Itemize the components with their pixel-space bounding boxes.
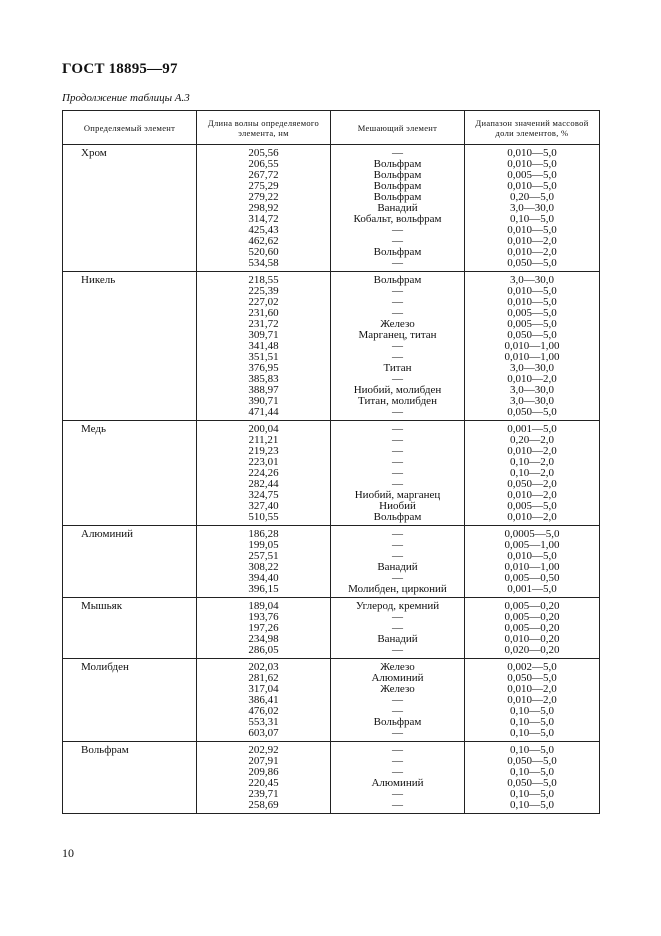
element-name: Мышьяк xyxy=(81,600,123,612)
interfering-element-value: — xyxy=(392,766,403,778)
mass-fraction-range-value: 0,10—5,0 xyxy=(510,799,554,811)
wavelength-value: 218,55 xyxy=(248,274,279,286)
document-title: ГОСТ 18895—97 xyxy=(62,61,178,77)
interfering-element-value: — xyxy=(392,445,403,457)
interfering-element-value: — xyxy=(392,755,403,767)
interfering-element-value: Молибден, цирконий xyxy=(348,583,447,595)
mass-fraction-range-cell xyxy=(465,659,600,742)
interfering-element-value: — xyxy=(392,373,403,385)
mass-fraction-range-value: 3,0—30,0 xyxy=(510,384,554,396)
wavelength-value: 476,02 xyxy=(248,705,279,717)
interfering-element-value: — xyxy=(392,539,403,551)
wavelength-value: 603,07 xyxy=(248,727,279,739)
wavelength-value: 308,22 xyxy=(248,561,279,573)
mass-fraction-range-value: 3,0—30,0 xyxy=(510,202,554,214)
mass-fraction-range-value: 0,10—5,0 xyxy=(510,727,554,739)
mass-fraction-range-value: 0,10—5,0 xyxy=(510,705,554,717)
interfering-element-value: — xyxy=(392,727,403,739)
element-group xyxy=(63,598,600,659)
table-header-row xyxy=(63,111,600,145)
wavelength-value: 386,41 xyxy=(248,694,279,706)
mass-fraction-range-value: 0,010—0,20 xyxy=(504,633,560,645)
element-group xyxy=(63,526,600,598)
interfering-element-value: — xyxy=(392,744,403,756)
wavelength-value: 211,21 xyxy=(248,434,279,446)
wavelength-value: 223,01 xyxy=(248,456,279,468)
wavelength-value: 390,71 xyxy=(248,395,279,407)
interfering-element-value: Вольфрам xyxy=(373,274,422,286)
wavelength-value: 199,05 xyxy=(248,539,279,551)
wavelength-value: 510,55 xyxy=(248,511,279,523)
element-name-cell xyxy=(63,526,197,598)
interfering-element-value: Ниобий xyxy=(379,500,416,512)
mass-fraction-range-value: 0,002—5,0 xyxy=(507,661,557,673)
interfering-element-value: — xyxy=(392,528,403,540)
wavelength-value: 471,44 xyxy=(248,406,279,418)
interfering-element-value: Ниобий, марганец xyxy=(354,489,441,501)
interfering-element-value: — xyxy=(392,235,403,247)
mass-fraction-range-value: 0,010—1,00 xyxy=(504,340,560,352)
interfering-element-value: Вольфрам xyxy=(373,158,422,170)
mass-fraction-range-value: 3,0—30,0 xyxy=(510,362,554,374)
mass-fraction-range-value: 0,005—1,00 xyxy=(504,539,560,551)
wavelength-value: 388,97 xyxy=(248,384,279,396)
mass-fraction-range-value: 0,010—2,0 xyxy=(507,445,557,457)
mass-fraction-range-cell xyxy=(465,145,600,272)
interfering-element-value: Вольфрам xyxy=(373,180,422,192)
table-row xyxy=(63,659,600,742)
mass-fraction-range-value: 0,010—5,0 xyxy=(507,147,557,159)
wavelength-value: 425,43 xyxy=(248,224,279,236)
mass-fraction-range-value: 0,050—5,0 xyxy=(507,777,557,789)
interfering-element-cell xyxy=(331,526,465,598)
wavelength-value: 197,26 xyxy=(248,622,279,634)
mass-fraction-range-value: 0,050—2,0 xyxy=(507,478,557,490)
wavelength-value: 193,76 xyxy=(248,611,279,623)
mass-fraction-range-value: 0,050—5,0 xyxy=(507,672,557,684)
interfering-element-value: Ванадий xyxy=(377,561,418,573)
interfering-element-value: Вольфрам xyxy=(373,191,422,203)
wavelength-value: 282,44 xyxy=(248,478,279,490)
interfering-element-value: — xyxy=(392,351,403,363)
interfering-element-value: — xyxy=(392,467,403,479)
interfering-element-value: Железо xyxy=(380,318,415,330)
mass-fraction-range-value: 3,0—30,0 xyxy=(510,274,554,286)
interfering-element-value: Ниобий, молибден xyxy=(353,384,442,396)
mass-fraction-range-cell xyxy=(465,526,600,598)
interfering-element-value: Углерод, кремний xyxy=(355,600,440,612)
wavelength-value: 202,92 xyxy=(248,744,279,756)
mass-fraction-range-value: 0,010—2,0 xyxy=(507,511,557,523)
wavelength-value: 186,28 xyxy=(248,528,279,540)
element-name-cell xyxy=(63,598,197,659)
interfering-element-value: — xyxy=(392,694,403,706)
interfering-element-value: — xyxy=(392,799,403,811)
wavelength-value: 520,60 xyxy=(248,246,279,258)
mass-fraction-range-value: 0,010—2,0 xyxy=(507,373,557,385)
mass-fraction-range-value: 0,10—5,0 xyxy=(510,744,554,756)
mass-fraction-range-value: 0,010—5,0 xyxy=(507,158,557,170)
element-group xyxy=(63,145,600,272)
interfering-element-value: — xyxy=(392,296,403,308)
mass-fraction-range-value: 0,005—0,20 xyxy=(504,622,560,634)
wavelength-value: 239,71 xyxy=(248,788,279,800)
mass-fraction-range-value: 0,010—2,0 xyxy=(507,683,557,695)
mass-fraction-range-value: 0,050—5,0 xyxy=(507,755,557,767)
mass-fraction-range-value: 0,020—0,20 xyxy=(504,644,560,656)
mass-fraction-range-value: 0,010—1,00 xyxy=(504,561,560,573)
mass-fraction-range-value: 0,010—5,0 xyxy=(507,285,557,297)
wavelength-value: 298,92 xyxy=(248,202,279,214)
mass-fraction-range-value: 0,010—5,0 xyxy=(507,180,557,192)
mass-fraction-range-value: 0,10—5,0 xyxy=(510,766,554,778)
interfering-element-cell xyxy=(331,659,465,742)
interfering-element-value: Вольфрам xyxy=(373,511,422,523)
wavelength-value: 351,51 xyxy=(248,351,279,363)
element-group xyxy=(63,272,600,421)
column-header-element: Определяемый элемент xyxy=(63,111,197,145)
wavelength-value: 286,05 xyxy=(248,644,279,656)
wavelength-value: 394,40 xyxy=(248,572,279,584)
mass-fraction-range-value: 0,10—2,0 xyxy=(510,467,554,479)
wavelength-value: 534,58 xyxy=(248,257,279,269)
wavelength-value: 258,69 xyxy=(248,799,279,811)
interfering-element-value: — xyxy=(392,285,403,297)
wavelength-value: 227,02 xyxy=(248,296,279,308)
interfering-element-value: — xyxy=(392,550,403,562)
table-caption: Продолжение таблицы А.3 xyxy=(62,92,190,104)
data-table xyxy=(62,110,600,814)
interfering-element-cell xyxy=(331,145,465,272)
interfering-element-value: — xyxy=(392,147,403,159)
interfering-element-value: Вольфрам xyxy=(373,246,422,258)
interfering-element-value: — xyxy=(392,406,403,418)
wavelength-value: 257,51 xyxy=(248,550,279,562)
wavelength-value: 205,56 xyxy=(248,147,279,159)
wavelength-cell xyxy=(197,145,331,272)
wavelength-cell xyxy=(197,272,331,421)
interfering-element-value: Железо xyxy=(380,683,415,695)
wavelength-value: 327,40 xyxy=(248,500,279,512)
interfering-element-cell xyxy=(331,598,465,659)
mass-fraction-range-value: 0,001—5,0 xyxy=(507,423,557,435)
wavelength-value: 206,55 xyxy=(248,158,279,170)
wavelength-value: 275,29 xyxy=(248,180,279,192)
interfering-element-value: Марганец, титан xyxy=(358,329,437,341)
interfering-element-value: — xyxy=(392,478,403,490)
wavelength-value: 317,04 xyxy=(248,683,279,695)
interfering-element-value: — xyxy=(392,423,403,435)
wavelength-value: 220,45 xyxy=(248,777,279,789)
mass-fraction-range-cell xyxy=(465,421,600,526)
mass-fraction-range-value: 0,010—2,0 xyxy=(507,489,557,501)
interfering-element-value: — xyxy=(392,644,403,656)
mass-fraction-range-value: 0,010—5,0 xyxy=(507,296,557,308)
interfering-element-value: — xyxy=(392,705,403,717)
element-group xyxy=(63,421,600,526)
mass-fraction-range-value: 0,0005—5,0 xyxy=(504,528,560,540)
wavelength-value: 309,71 xyxy=(248,329,279,341)
element-name-cell xyxy=(63,659,197,742)
table-row xyxy=(63,742,600,814)
interfering-element-value: Железо xyxy=(380,661,415,673)
element-name: Алюминий xyxy=(81,528,134,540)
wavelength-value: 341,48 xyxy=(248,340,279,352)
element-name-cell xyxy=(63,145,197,272)
interfering-element-value: Алюминий xyxy=(371,777,424,789)
interfering-element-value: — xyxy=(392,434,403,446)
page-number: 10 xyxy=(62,846,74,860)
table-row xyxy=(63,272,600,421)
mass-fraction-range-value: 0,010—2,0 xyxy=(507,246,557,258)
table-row xyxy=(63,145,600,272)
wavelength-value: 224,26 xyxy=(248,467,279,479)
mass-fraction-range-value: 0,010—5,0 xyxy=(507,224,557,236)
column-header-range: Диапазон значений массовой доли элементов, % xyxy=(465,111,600,145)
mass-fraction-range-value: 0,005—0,20 xyxy=(504,600,560,612)
mass-fraction-range-value: 0,10—5,0 xyxy=(510,213,554,225)
column-header-wavelength: Длина волны определяемого элемента, нм xyxy=(197,111,331,145)
wavelength-value: 376,95 xyxy=(248,362,279,374)
interfering-element-value: — xyxy=(392,257,403,269)
mass-fraction-range-value: 0,005—5,0 xyxy=(507,169,557,181)
wavelength-value: 225,39 xyxy=(248,285,279,297)
interfering-element-value: Алюминий xyxy=(371,672,424,684)
element-name-cell xyxy=(63,421,197,526)
mass-fraction-range-cell xyxy=(465,272,600,421)
interfering-element-value: — xyxy=(392,307,403,319)
wavelength-cell xyxy=(197,598,331,659)
element-group xyxy=(63,742,600,814)
mass-fraction-range-value: 0,010—2,0 xyxy=(507,235,557,247)
wavelength-value: 231,60 xyxy=(248,307,279,319)
mass-fraction-range-cell xyxy=(465,598,600,659)
wavelength-cell xyxy=(197,421,331,526)
interfering-element-value: Кобальт, вольфрам xyxy=(353,213,442,225)
column-header-interfering: Мешающий элемент xyxy=(331,111,465,145)
interfering-element-value: — xyxy=(392,788,403,800)
wavelength-value: 234,98 xyxy=(248,633,279,645)
element-name: Медь xyxy=(81,423,106,435)
wavelength-value: 209,86 xyxy=(248,766,279,778)
wavelength-value: 207,91 xyxy=(248,755,279,767)
mass-fraction-range-value: 0,10—2,0 xyxy=(510,456,554,468)
interfering-element-value: Ванадий xyxy=(377,633,418,645)
element-name-cell xyxy=(63,742,197,814)
wavelength-value: 553,31 xyxy=(248,716,279,728)
wavelength-value: 231,72 xyxy=(248,318,279,330)
mass-fraction-range-cell xyxy=(465,742,600,814)
mass-fraction-range-value: 0,005—5,0 xyxy=(507,318,557,330)
mass-fraction-range-value: 0,010—1,00 xyxy=(504,351,560,363)
interfering-element-value: — xyxy=(392,611,403,623)
interfering-element-value: — xyxy=(392,224,403,236)
table-row xyxy=(63,598,600,659)
mass-fraction-range-value: 0,010—2,0 xyxy=(507,694,557,706)
element-group xyxy=(63,659,600,742)
wavelength-value: 462,62 xyxy=(248,235,279,247)
wavelength-value: 200,04 xyxy=(248,423,279,435)
wavelength-cell xyxy=(197,526,331,598)
wavelength-value: 385,83 xyxy=(248,373,279,385)
wavelength-value: 396,15 xyxy=(248,583,279,595)
mass-fraction-range-value: 0,005—0,50 xyxy=(504,572,560,584)
element-name: Хром xyxy=(81,147,107,159)
mass-fraction-range-value: 0,005—5,0 xyxy=(507,500,557,512)
interfering-element-value: Ванадий xyxy=(377,202,418,214)
mass-fraction-range-value: 3,0—30,0 xyxy=(510,395,554,407)
mass-fraction-range-value: 0,20—2,0 xyxy=(510,434,554,446)
mass-fraction-range-value: 0,001—5,0 xyxy=(507,583,557,595)
element-name: Молибден xyxy=(81,661,129,673)
wavelength-value: 314,72 xyxy=(248,213,279,225)
mass-fraction-range-value: 0,10—5,0 xyxy=(510,788,554,800)
mass-fraction-range-value: 0,10—5,0 xyxy=(510,716,554,728)
interfering-element-value: Вольфрам xyxy=(373,716,422,728)
interfering-element-value: Титан, молибден xyxy=(358,395,437,407)
interfering-element-value: Вольфрам xyxy=(373,169,422,181)
mass-fraction-range-value: 0,010—5,0 xyxy=(507,550,557,562)
interfering-element-cell xyxy=(331,421,465,526)
wavelength-value: 202,03 xyxy=(248,661,279,673)
element-name: Вольфрам xyxy=(81,744,129,756)
interfering-element-value: Титан xyxy=(383,362,412,374)
wavelength-value: 279,22 xyxy=(248,191,279,203)
wavelength-value: 267,72 xyxy=(248,169,279,181)
wavelength-value: 219,23 xyxy=(248,445,279,457)
interfering-element-value: — xyxy=(392,572,403,584)
interfering-element-value: — xyxy=(392,622,403,634)
mass-fraction-range-value: 0,005—5,0 xyxy=(507,307,557,319)
interfering-element-cell xyxy=(331,272,465,421)
wavelength-value: 281,62 xyxy=(248,672,279,684)
interfering-element-cell xyxy=(331,742,465,814)
mass-fraction-range-value: 0,050—5,0 xyxy=(507,406,557,418)
wavelength-value: 324,75 xyxy=(248,489,279,501)
wavelength-value: 189,04 xyxy=(248,600,279,612)
mass-fraction-range-value: 0,050—5,0 xyxy=(507,329,557,341)
interfering-element-value: — xyxy=(392,456,403,468)
mass-fraction-range-value: 0,050—5,0 xyxy=(507,257,557,269)
mass-fraction-range-value: 0,20—5,0 xyxy=(510,191,554,203)
table-row xyxy=(63,526,600,598)
table-row xyxy=(63,421,600,526)
mass-fraction-range-value: 0,005—0,20 xyxy=(504,611,560,623)
wavelength-cell xyxy=(197,659,331,742)
wavelength-cell xyxy=(197,742,331,814)
interfering-element-value: — xyxy=(392,340,403,352)
element-name-cell xyxy=(63,272,197,421)
element-name: Никель xyxy=(81,274,116,286)
